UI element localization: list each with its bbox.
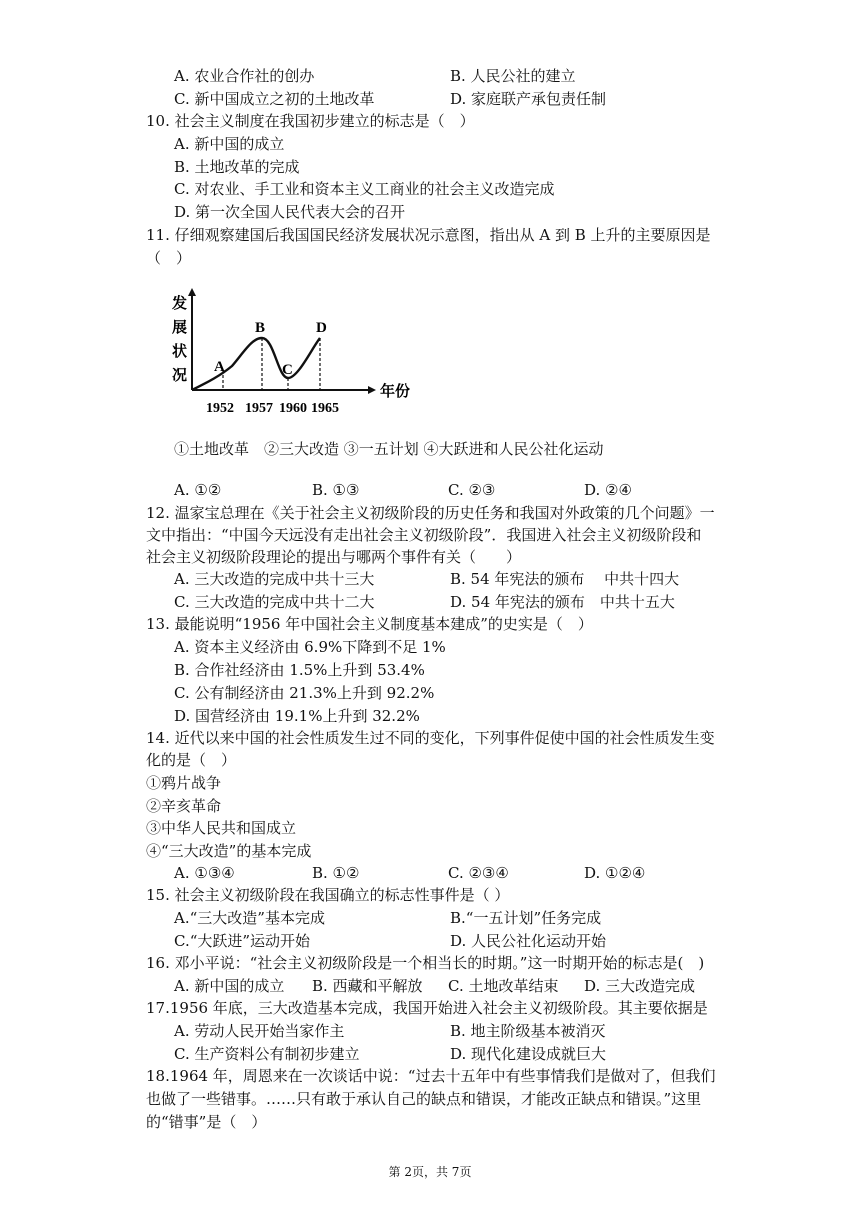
q12-stem-line2: 文中指出：“中国今天远没有走出社会主义初级阶段”．我国进入社会主义初级阶段和: [146, 526, 702, 544]
q14-stem-line1: 14. 近代以来中国的社会性质发生过不同的变化，下列事件促使中国的社会性质发生变: [146, 729, 715, 747]
q17-option-b: B. 地主阶级基本被消灭: [450, 1022, 606, 1040]
q10-option-c: C. 对农业、手工业和资本主义工商业的社会主义改造完成: [174, 180, 555, 198]
figure-ylabel-4: 况: [172, 368, 188, 384]
q12-option-b: B. 54 年宪法的颁布 中共十四大: [450, 570, 680, 588]
q17-option-d: D. 现代化建设成就巨大: [450, 1045, 607, 1063]
q14-option-b: B. ①②: [312, 864, 360, 882]
q14-item-1: ①鸦片战争: [146, 774, 222, 792]
figure-ylabel-2: 展: [172, 320, 188, 336]
q10-stem: 10. 社会主义制度在我国初步建立的标志是（ ）: [146, 112, 475, 130]
q9-option-b: B. 人民公社的建立: [450, 67, 576, 85]
q13-stem: 13. 最能说明“1956 年中国社会主义制度基本建成”的史实是（ ）: [146, 615, 593, 633]
q17-option-c: C. 生产资料公有制初步建立: [174, 1045, 360, 1063]
q17-stem: 17.1956 年底，三大改造基本完成，我国开始进入社会主义初级阶段。其主要依据是: [146, 999, 708, 1017]
q11-stem-line2: （ ）: [146, 249, 192, 267]
page-footer: 第 2页，共 7页: [388, 1165, 472, 1179]
q12-stem-line1: 12. 温家宝总理在《关于社会主义初级阶段的历史任务和我国对外政策的几个问题》一: [146, 504, 715, 522]
q11-option-d: D. ②④: [584, 481, 632, 499]
figure-point-a: A: [214, 359, 225, 375]
q14-item-4: ④“三大改造”的基本完成: [146, 842, 312, 860]
q18-stem-line1: 18.1964 年，周恩来在一次谈话中说：“过去十五年中有些事情我们是做对了，但我们: [146, 1067, 716, 1085]
economy-development-figure: [166, 286, 416, 420]
q10-option-a: A. 新中国的成立: [174, 135, 285, 153]
q11-stem-line1: 11. 仔细观察建国后我国国民经济发展状况示意图，指出从 A 到 B 上升的主要原因是: [146, 226, 711, 244]
q13-option-b: B. 合作社经济由 1.5%上升到 53.4%: [174, 661, 425, 679]
q12-option-a: A. 三大改造的完成中共十三大: [174, 570, 375, 588]
q15-option-c: C.“大跃进”运动开始: [174, 932, 311, 950]
q16-option-a: A. 新中国的成立: [174, 977, 285, 995]
figure-point-d: D: [316, 320, 327, 336]
q10-option-b: B. 土地改革的完成: [174, 158, 300, 176]
q12-stem-line3: 社会主义初级阶段理论的提出与哪两个事件有关（ ）: [146, 548, 522, 566]
q15-option-a: A.“三大改造”基本完成: [174, 909, 325, 927]
q14-option-a: A. ①③④: [174, 864, 235, 882]
figure-x-axis-arrow: [368, 386, 376, 394]
q9-option-d: D. 家庭联产承包责任制: [450, 90, 607, 108]
figure-xlabel: 年份: [380, 384, 411, 400]
q10-option-d: D. 第一次全国人民代表大会的召开: [174, 203, 406, 221]
q15-option-d: D. 人民公社化运动开始: [450, 932, 607, 950]
q16-option-d: D. 三大改造完成: [584, 977, 696, 995]
figure-year-1960: 1960: [279, 401, 307, 416]
q15-stem: 15. 社会主义初级阶段在我国确立的标志性事件是（ ）: [146, 886, 510, 904]
q18-stem-line3: 的“错事”是（ ）: [146, 1113, 267, 1131]
figure-year-1957: 1957: [245, 401, 273, 416]
q14-option-c: C. ②③④: [448, 864, 509, 882]
q11-option-c: C. ②③: [448, 481, 496, 499]
figure-year-1952: 1952: [206, 401, 234, 416]
figure-curve: [192, 338, 320, 390]
q11-option-a: A. ①②: [174, 481, 222, 499]
figure-point-c: C: [282, 362, 293, 378]
q13-option-a: A. 资本主义经济由 6.9%下降到不足 1%: [174, 638, 446, 656]
figure-ylabel-3: 状: [172, 344, 188, 360]
q9-option-a: A. 农业合作社的创办: [174, 67, 315, 85]
q14-stem-line2: 化的是（ ）: [146, 751, 237, 769]
q14-item-2: ②辛亥革命: [146, 797, 222, 815]
figure-y-axis-arrow: [188, 288, 196, 296]
q13-option-d: D. 国营经济由 19.1%上升到 32.2%: [174, 707, 420, 725]
figure-year-1965: 1965: [311, 401, 339, 416]
q17-option-a: A. 劳动人民开始当家作主: [174, 1022, 345, 1040]
q11-option-b: B. ①③: [312, 481, 360, 499]
q12-option-c: C. 三大改造的完成中共十二大: [174, 593, 375, 611]
q14-option-d: D. ①②④: [584, 864, 646, 882]
q14-item-3: ③中华人民共和国成立: [146, 819, 297, 837]
q13-option-c: C. 公有制经济由 21.3%上升到 92.2%: [174, 684, 435, 702]
figure-point-b: B: [255, 320, 266, 336]
q12-option-d: D. 54 年宪法的颁布 中共十五大: [450, 593, 675, 611]
q16-stem: 16. 邓小平说：“社会主义初级阶段是一个相当长的时期。”这一时期开始的标志是( ): [146, 954, 705, 972]
figure-ylabel-1: 发: [172, 296, 188, 312]
q9-option-c: C. 新中国成立之初的土地改革: [174, 90, 375, 108]
q15-option-b: B.“一五计划”任务完成: [450, 909, 602, 927]
q16-option-b: B. 西藏和平解放: [312, 977, 423, 995]
q11-statements: ①土地改革 ②三大改造 ③一五计划 ④大跃进和人民公社化运动: [174, 440, 604, 458]
q18-stem-line2: 也做了一些错事。……只有敢于承认自己的缺点和错误，才能改正缺点和错误。”这里: [146, 1090, 702, 1108]
q16-option-c: C. 土地改革结束: [448, 977, 559, 995]
